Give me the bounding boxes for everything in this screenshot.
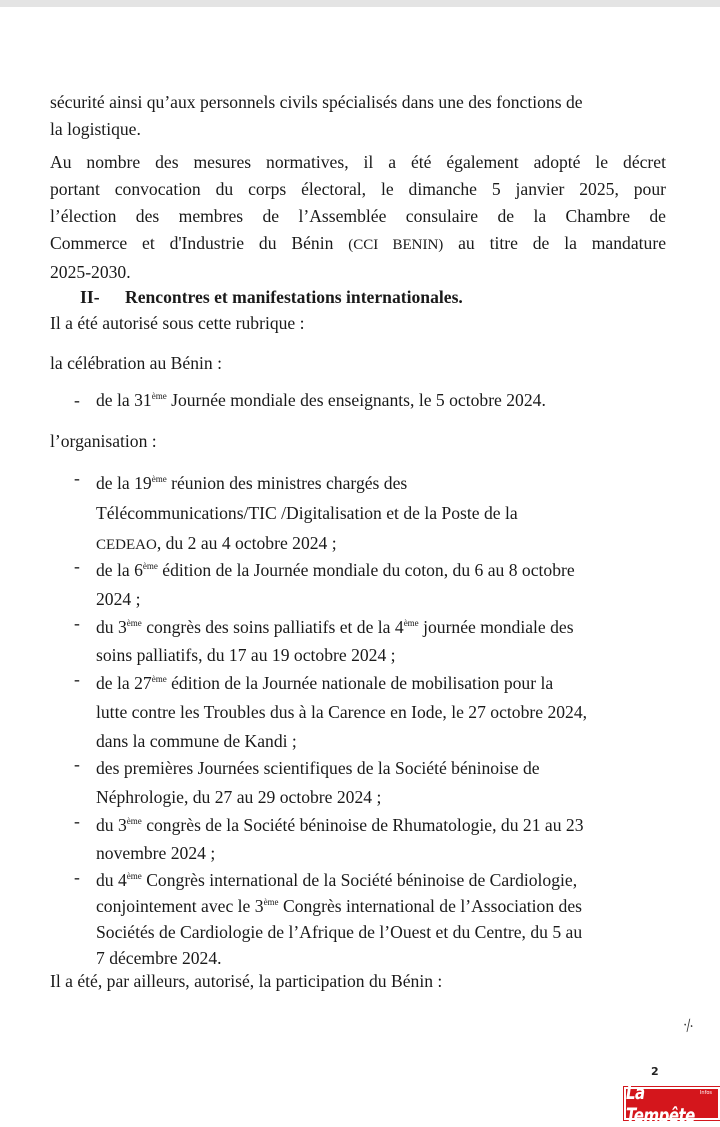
text-line: 2024 ; [96, 589, 141, 609]
text-run: congrès des soins palliatifs et de la 4 [141, 617, 404, 637]
text-run: de la 27 [96, 673, 152, 693]
text-line: des premières Journées scientifiques de la Société béninoise de [96, 758, 540, 778]
bullet-dash: - [74, 556, 80, 576]
text-line: l’organisation : [50, 431, 157, 451]
acronym-cci-benin: (CCI BENIN) [348, 237, 444, 253]
text-line [96, 811, 661, 839]
text-line [96, 669, 661, 698]
ordinal-superscript: ème [403, 618, 419, 628]
text-run: du 3 [96, 617, 127, 637]
ordinal-superscript: ème [263, 897, 279, 907]
list-item [96, 867, 661, 971]
text-line: portant convocation du corps électoral, le dimanche 5 janvier 2025, pour [50, 179, 666, 199]
text-run: journée mondiale des [418, 617, 574, 637]
logo-subtitle: Infos [699, 1090, 712, 1096]
ordinal-superscript: ème [151, 391, 167, 401]
text-line: dans la commune de Kandi ; [96, 731, 297, 751]
organisation-label [50, 428, 666, 455]
ordinal-superscript: ème [151, 674, 167, 684]
text-line: Néphrologie, du 27 au 29 octobre 2024 ; [96, 787, 382, 807]
text-run: congrès de la Société béninoise de Rhumatologie, du 21 au 23 [141, 815, 584, 835]
acronym-cedeao: CEDEAO [96, 537, 157, 553]
page-number: 2 [651, 1065, 659, 1078]
text-line: soins palliatifs, du 17 au 19 octobre 2024 ; [96, 645, 396, 665]
text-run: de la 31 [96, 390, 152, 410]
bullet-dash: - [74, 811, 80, 831]
text-line: la logistique. [50, 119, 141, 139]
text-line [96, 893, 661, 919]
list-item [96, 669, 661, 756]
text-line: lutte contre les Troubles dus à la Carence en Iode, le 27 octobre 2024, [96, 702, 588, 722]
ordinal-superscript: ème [126, 816, 142, 826]
section-title: Rencontres et manifestations internationales. [125, 287, 463, 307]
continuation-paragraph [50, 89, 666, 143]
ordinal-superscript: ème [126, 871, 142, 881]
bullet-dash: - [74, 669, 80, 689]
text-run: au titre de la mandature [443, 233, 667, 253]
text-line: l’élection des membres de l’Assemblée consulaire de la Chambre de [50, 206, 666, 226]
text-line: Au nombre des mesures normatives, il a été également adopté le décret [50, 152, 666, 172]
text-line [96, 613, 661, 641]
intro-text [50, 310, 666, 337]
text-run: édition de la Journée nationale de mobilisation pour la [166, 673, 554, 693]
text-run: conjointement avec le 3 [96, 896, 264, 916]
text-run: édition de la Journée mondiale du coton, du 6 au 8 octobre [157, 560, 575, 580]
ordinal-superscript: ème [126, 618, 142, 628]
list-item [96, 468, 661, 560]
celebration-label [50, 350, 666, 377]
text-line: la célébration au Bénin : [50, 353, 222, 373]
ordinal-superscript: ème [142, 561, 158, 571]
participation-text [50, 968, 666, 995]
bullet-dash: - [74, 867, 80, 887]
bullet-dash: - [74, 468, 80, 488]
text-line: novembre 2024 ; [96, 843, 216, 863]
text-line: 2025-2030. [50, 262, 131, 282]
text-line [96, 468, 661, 498]
text-run: , du 2 au 4 octobre 2024 ; [156, 533, 337, 553]
text-run: du 3 [96, 815, 127, 835]
list-item [96, 613, 661, 669]
text-run: Congrès international de la Société béninoise de Cardiologie, [141, 870, 578, 890]
section-heading [80, 285, 463, 309]
text-run: Congrès international de l’Association des [278, 896, 582, 916]
text-run: de la 6 [96, 560, 143, 580]
section-number: II- [80, 287, 100, 307]
text-line [50, 230, 666, 259]
text-line [96, 556, 661, 585]
list-item [96, 556, 661, 614]
text-run: du 4 [96, 870, 127, 890]
text-line: 7 décembre 2024. [96, 948, 222, 968]
bullet-dash: - [74, 390, 80, 410]
ordinal-superscript: ème [151, 474, 167, 484]
text-line: Télécommunications/TIC /Digitalisation et de la Poste de la [96, 503, 518, 523]
text-line [96, 390, 661, 411]
la-tempete-logo [624, 1080, 720, 1127]
logo-text: La Tempête [626, 1080, 695, 1127]
text-line: Il a été, par ailleurs, autorisé, la participation du Bénin : [50, 971, 443, 991]
text-run: Journée mondiale des enseignants, le 5 octobre 2024. [166, 390, 546, 410]
text-line: Il a été autorisé sous cette rubrique : [50, 313, 305, 333]
bullet-dash: - [74, 754, 80, 774]
text-line: sécurité ainsi qu’aux personnels civils spécialisés dans une des fonctions de [50, 92, 583, 112]
text-line: Sociétés de Cardiologie de l’Afrique de l’Ouest et du Centre, du 5 au [96, 922, 583, 942]
handwritten-initial-mark: ⸓ [680, 1014, 697, 1037]
list-item [96, 390, 661, 411]
list-item [96, 754, 661, 812]
decree-paragraph [50, 149, 666, 286]
text-run: de la 19 [96, 473, 152, 493]
text-run: réunion des ministres chargés des [166, 473, 408, 493]
bullet-dash: - [74, 613, 80, 633]
text-line [96, 867, 661, 893]
list-item [96, 811, 661, 867]
text-run: Commerce et d'Industrie du Bénin [50, 233, 349, 253]
